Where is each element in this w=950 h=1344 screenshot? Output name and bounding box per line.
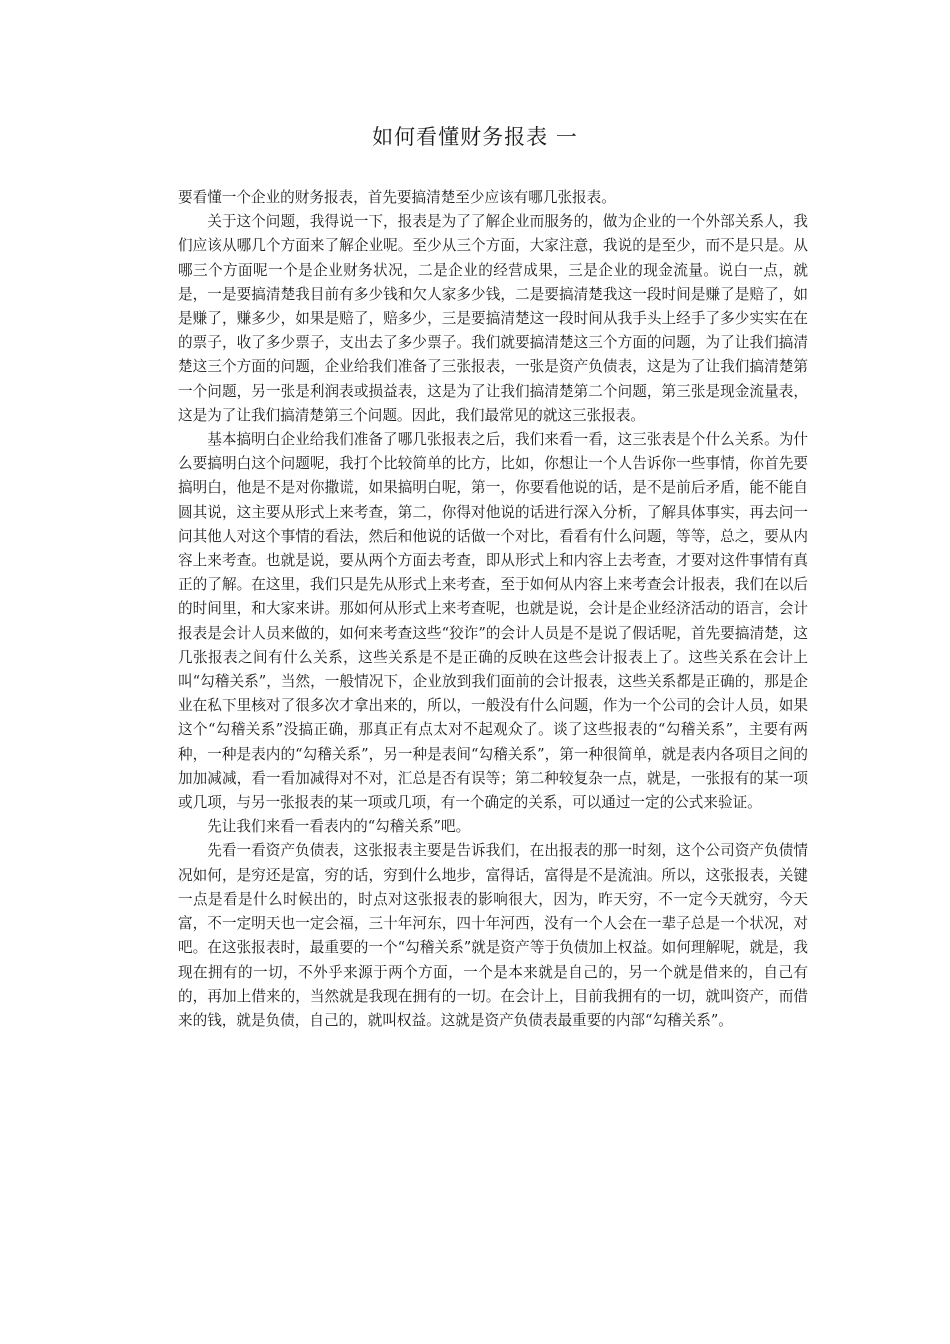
document-title: 如何看懂财务报表 一 bbox=[372, 125, 578, 149]
paragraph-intro: 要看懂一个企业的财务报表，首先要搞清楚至少应该有哪几张报表。 bbox=[178, 189, 616, 206]
paragraph-three-statements: 关于这个问题，我得说一下，报表是为了了解企业而服务的，做为企业的一个外部关系人，我们应该从哪几个方面来了解企业呢。至少从三个方面，大家注意，我说的是至少，而不是只是。从哪三个方面呢一个是企业财务状况，二是企业的经营成果，三是企业的现金流量。说白一点，就是，一是要搞清楚我目前有多少钱和欠人家多少钱，二是要搞清楚我这一段时间是赚了是赔了，如是赚了，赚多少，如果是赔了，赔多少，三是要搞清楚这一段时间从我手头上经手了多少实实在在的票子，收了多少票子，支出去了多少票子。我们就要搞清楚这三个方面的问题，为了让我们搞清楚这三个方面的问题，企业给我们准备了三张报表，一张是资产负债表，这是为了让我们搞清楚第一个问题，另一张是利润表或损益表，这是为了让我们搞清楚第二个问题，第三张是现金流量表，这是为了让我们搞清楚第三个问题。因此，我们最常见的就这三张报表。 bbox=[178, 213, 808, 424]
paragraph-intra-table: 先让我们来看一看表内的“勾稽关系”吧。 bbox=[207, 818, 471, 836]
document-body bbox=[178, 186, 808, 1033]
paragraph-statement-relations: 基本搞明白企业给我们准备了哪几张报表之后，我们来看一看，这三张表是个什么关系。为什么要搞明白这个问题呢，我打个比较简单的比方，比如，你想让一个人告诉你一些事情，你首先要搞明白，他是不是对你撒谎，如果搞明白呢，第一，你要看他说的话，是不是前后矛盾，能不能自圆其说，这主要从形式上来考查，第二，你得对他说的话进行深入分析，了解具体事实，再去问一问其他人对这个事情的看法，然后和他说的话做一个对比，看看有什么问题，等等，总之，要从内容上来考查。也就是说，要从两个方面去考查，即从形式上和内容上去考查，才要对这件事情有真正的了解。在这里，我们只是先从形式上来考查，至于如何从内容上来考查会计报表，我们在以后的时间里，和大家来讲。那如何从形式上来考查呢，也就是说，会计是企业经济活动的语言，会计报表是会计人员来做的，如何来考查这些“狡诈”的会计人员是不是说了假话呢，首先要搞清楚，这几张报表之间有什么关系，这些关系是不是正确的反映在这些会计报表上了。这些关系在会计上叫“勾稽关系”，当然，一般情况下，企业放到我们面前的会计报表，这些关系都是正确的，那是企业在私下里核对了很多次才拿出来的，所以，一般没有什么问题，作为一个公司的会计人员，如果这个“勾稽关系”没搞正确，那真正有点太对不起观众了。谈了这些报表的“勾稽关系”，主要有两种，一种是表内的“勾稽关系”，另一种是表间“勾稽关系”，第一种很简单，就是表内各项目之间的加加减减，看一看加减得对不对，汇总是否有误等；第二种较复杂一点，就是，一张报有的某一项或几项，与另一张报表的某一项或几项，有一个确定的关系，可以通过一定的公式来验证。 bbox=[178, 431, 808, 812]
paragraph-balance-sheet: 先看一看资产负债表，这张报表主要是告诉我们，在出报表的那一时刻，这个公司资产负债情况如何，是穷还是富，穷的话，穷到什么地步，富得话，富得是不是流油。所以，这张报表，关键一点是看是什么时候出的，时点对这张报表的影响很大，因为，昨天穷，不一定今天就穷，今天富，不一定明天也一定会福，三十年河东，四十年河西，没有一个人会在一辈子总是一个状况，对吧。在这张报表时，最重要的一个“勾稽关系”就是资产等于负债加上权益。如何理解呢，就是，我现在拥有的一切，不外乎来源于两个方面，一个是本来就是自己的，另一个就是借来的，自己有的，再加上借来的，当然就是我现在拥有的一切。在会计上，目前我拥有的一切，就叫资产，而借来的钱，就是负债，自己的，就叫权益。这就是资产负债表最重要的内部“勾稽关系”。 bbox=[178, 842, 808, 1029]
